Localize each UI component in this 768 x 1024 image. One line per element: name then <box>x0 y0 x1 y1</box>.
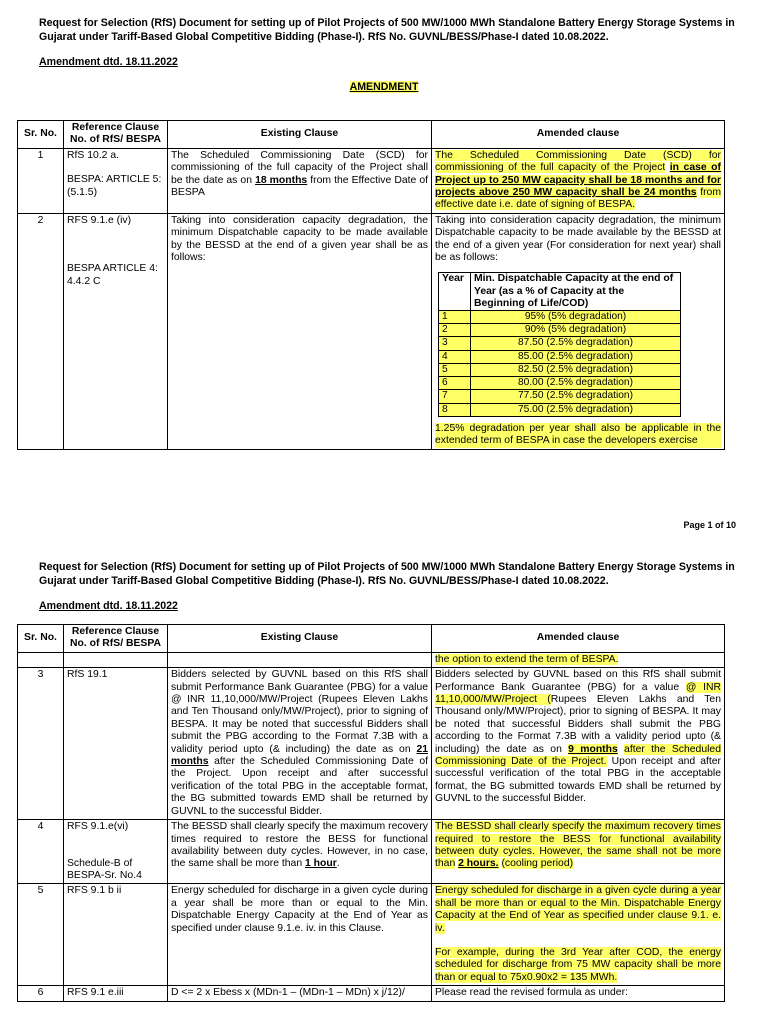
row-sr: 3 <box>18 668 64 820</box>
degradation-row <box>439 363 681 376</box>
row-ref: RFS 9.1 e.iii <box>64 986 168 1001</box>
row-sr: 5 <box>18 884 64 986</box>
table-row <box>18 986 725 1001</box>
degradation-year: 6 <box>439 377 471 390</box>
degradation-year: 1 <box>439 311 471 324</box>
row-amended: Taking into consideration capacity degradation, the minimum Dispatchable capacity to be made available by the BESSD at the end of a given year (For consideration for next year) shall be as follows: Year Min. Dispatchable Capacity at the end of Year (as a % of Capacity at the Beginning of Life/COD) 1 95% (5% degradation) 2 90% (5% degradation) 3 87.50 (2.5% degradation) 4 85.00 (2.5% degradation) 5 82.50 (2.5% degradation) 6 80.00 (2.5% degradation) 7 77.50 (2.5% degradation) 8 75.00 (2.5% degradation) 1.25% degradation per year shall also be applicable in the extended term of BESPA in case the developers exercise <box>432 213 725 449</box>
col-reference-clause: Reference Clause No. of RfS/ BESPA <box>64 625 168 653</box>
table-row <box>18 652 725 667</box>
table-row <box>18 884 725 986</box>
degradation-row <box>439 350 681 363</box>
degradation-row <box>439 311 681 324</box>
degradation-value: 87.50 (2.5% degradation) <box>471 337 681 350</box>
row-existing: Taking into consideration capacity degradation, the minimum Dispatchable capacity to be made available by the BESSD at the end of a given year shall be as follows: <box>168 213 432 449</box>
deg-col-year: Year <box>439 273 471 311</box>
degradation-value: 82.50 (2.5% degradation) <box>471 363 681 376</box>
row-sr: 6 <box>18 986 64 1001</box>
amendment-table <box>17 624 725 1002</box>
degradation-note: 1.25% degradation per year shall also be applicable in the extended term of BESPA in case the developers exercise <box>435 422 721 447</box>
col-existing-clause: Existing Clause <box>168 625 432 653</box>
row-sr: 1 <box>18 148 64 213</box>
degradation-value: 77.50 (2.5% degradation) <box>471 390 681 403</box>
col-amended-clause: Amended clause <box>432 625 725 653</box>
row-amended: the option to extend the term of BESPA. <box>432 652 725 667</box>
row-ref: RFS 9.1.e (iv) BESPA ARTICLE 4: 4.4.2 C <box>64 213 168 449</box>
row-ref: RfS 19.1 <box>64 668 168 820</box>
col-reference-clause: Reference Clause No. of RfS/ BESPA <box>64 121 168 149</box>
degradation-value: 90% (5% degradation) <box>471 324 681 337</box>
row-amended: Please read the revised formula as under: <box>432 986 725 1001</box>
row-existing: The Scheduled Commissioning Date (SCD) for commissioning of the full capacity of the Project shall be the date as on 18 months from the Effective Date of BESPA <box>168 148 432 213</box>
page-2 <box>0 540 768 1024</box>
row-ref: RFS 9.1.e(vi) Schedule-B of BESPA-Sr. No.4 <box>64 820 168 884</box>
row-existing: The BESSD shall clearly specify the maximum recovery times required to restore the BESS for functional availability between duty cycles. However, in no case, the same shall be more than 1 hour. <box>168 820 432 884</box>
degradation-year: 5 <box>439 363 471 376</box>
degradation-row <box>439 390 681 403</box>
table-row <box>18 668 725 820</box>
table-header-row <box>18 121 725 149</box>
degradation-value: 85.00 (2.5% degradation) <box>471 350 681 363</box>
degradation-row <box>439 377 681 390</box>
table-row <box>18 820 725 884</box>
table-row <box>18 148 725 213</box>
row-sr: 4 <box>18 820 64 884</box>
amendment-date: Amendment dtd. 18.11.2022 <box>39 56 178 68</box>
degradation-table <box>438 272 681 416</box>
amendment-title: AMENDMENT <box>349 81 419 93</box>
amendment-table <box>17 120 725 450</box>
document-header: Request for Selection (RfS) Document for setting up of Pilot Projects of 500 MW/1000 MWh Standalone Battery Energy Storage Systems in Gujarat under Tariff-Based Global Competitive Bidding (Phase-I). RfS No. GUVNL/BESS/Phase-I dated 10.08.2022. <box>39 561 735 587</box>
degradation-value: 80.00 (2.5% degradation) <box>471 377 681 390</box>
row-amended: Energy scheduled for discharge in a given cycle during a year shall be more than or equal to the Min. Dispatchable Energy Capacity at the End of Year as specified under clause 9.1. e. iv. For example, during the 3rd Year after COD, the energy scheduled for discharge from 75 MW capacity shall be more than or equal to 75x0.90x2 = 135 MWh. <box>432 884 725 986</box>
degradation-year: 2 <box>439 324 471 337</box>
degradation-year: 7 <box>439 390 471 403</box>
degradation-row <box>439 337 681 350</box>
degradation-year: 4 <box>439 350 471 363</box>
table-row <box>18 213 725 449</box>
degradation-year: 3 <box>439 337 471 350</box>
row-existing: D <= 2 x Ebess x (MDn-1 – (MDn-1 – MDn) x j/12)/ <box>168 986 432 1001</box>
row-existing: Bidders selected by GUVNL based on this RfS shall submit Performance Bank Guarantee (PBG) for a value @ INR 11,10,000/MW/Project (Rupees Eleven Lakhs and Ten Thousand only/MW/Project), prior to signing of BESPA. It may be noted that successful Bidders shall submit the PBG according to the Format 7.3B with a validity period upto (& including) the date as on 21 months after the Scheduled Commissioning Date of the Project. Upon receipt and after successful verification of the total PBG in the acceptable format, the BG submitted towards EMD shall be returned by GUVNL to the successful Bidder. <box>168 668 432 820</box>
document-header: Request for Selection (RfS) Document for setting up of Pilot Projects of 500 MW/1000 MWh Standalone Battery Energy Storage Systems in Gujarat under Tariff-Based Global Competitive Bidding (Phase-I). RfS No. GUVNL/BESS/Phase-I dated 10.08.2022. <box>39 17 735 43</box>
col-existing-clause: Existing Clause <box>168 121 432 149</box>
col-sr-no: Sr. No. <box>18 121 64 149</box>
row-ref: RfS 10.2 a. BESPA: ARTICLE 5: (5.1.5) <box>64 148 168 213</box>
row-sr: 2 <box>18 213 64 449</box>
degradation-year: 8 <box>439 403 471 416</box>
row-amended: The Scheduled Commissioning Date (SCD) for commissioning of the full capacity of the Project in case of Project up to 250 MW capacity shall be 18 months and for projects above 250 MW capacity shall be 24 months from effective date i.e. date of signing of BESPA. <box>432 148 725 213</box>
degradation-row <box>439 403 681 416</box>
col-amended-clause: Amended clause <box>432 121 725 149</box>
page-number: Page 1 of 10 <box>683 520 736 530</box>
degradation-value: 75.00 (2.5% degradation) <box>471 403 681 416</box>
table-header-row <box>18 625 725 653</box>
degradation-row <box>439 324 681 337</box>
degradation-value: 95% (5% degradation) <box>471 311 681 324</box>
row-amended: The BESSD shall clearly specify the maximum recovery times required to restore the BESS for functional availability between duty cycles. However, the same shall not be more than 2 hours. (cooling period) <box>432 820 725 884</box>
row-ref: RFS 9.1 b ii <box>64 884 168 986</box>
col-sr-no: Sr. No. <box>18 625 64 653</box>
row-existing: Energy scheduled for discharge in a given cycle during a year shall be more than or equal to the Min. Dispatchable Energy Capacity at the End of Year as specified under clause 9.1.e. iv. in this Clause. <box>168 884 432 986</box>
row-amended: Bidders selected by GUVNL based on this RfS shall submit Performance Bank Guarantee (PBG) for a value @ INR 11,10,000/MW/Project (Rupees Eleven Lakhs and Ten Thousand only/MW/Project), prior to signing of BESPA. It may be noted that successful Bidders shall submit the PBG according to the Format 7.3B with a validity period upto (& including) the date as on 9 months after the Scheduled Commissioning Date of the Project. Upon receipt and after successful verification of the total PBG in the acceptable format, the BG submitted towards EMD shall be returned by GUVNL to the successful Bidder. <box>432 668 725 820</box>
deg-col-value: Min. Dispatchable Capacity at the end of Year (as a % of Capacity at the Beginning of Life/COD) <box>471 273 681 311</box>
amendment-date: Amendment dtd. 18.11.2022 <box>39 600 178 612</box>
